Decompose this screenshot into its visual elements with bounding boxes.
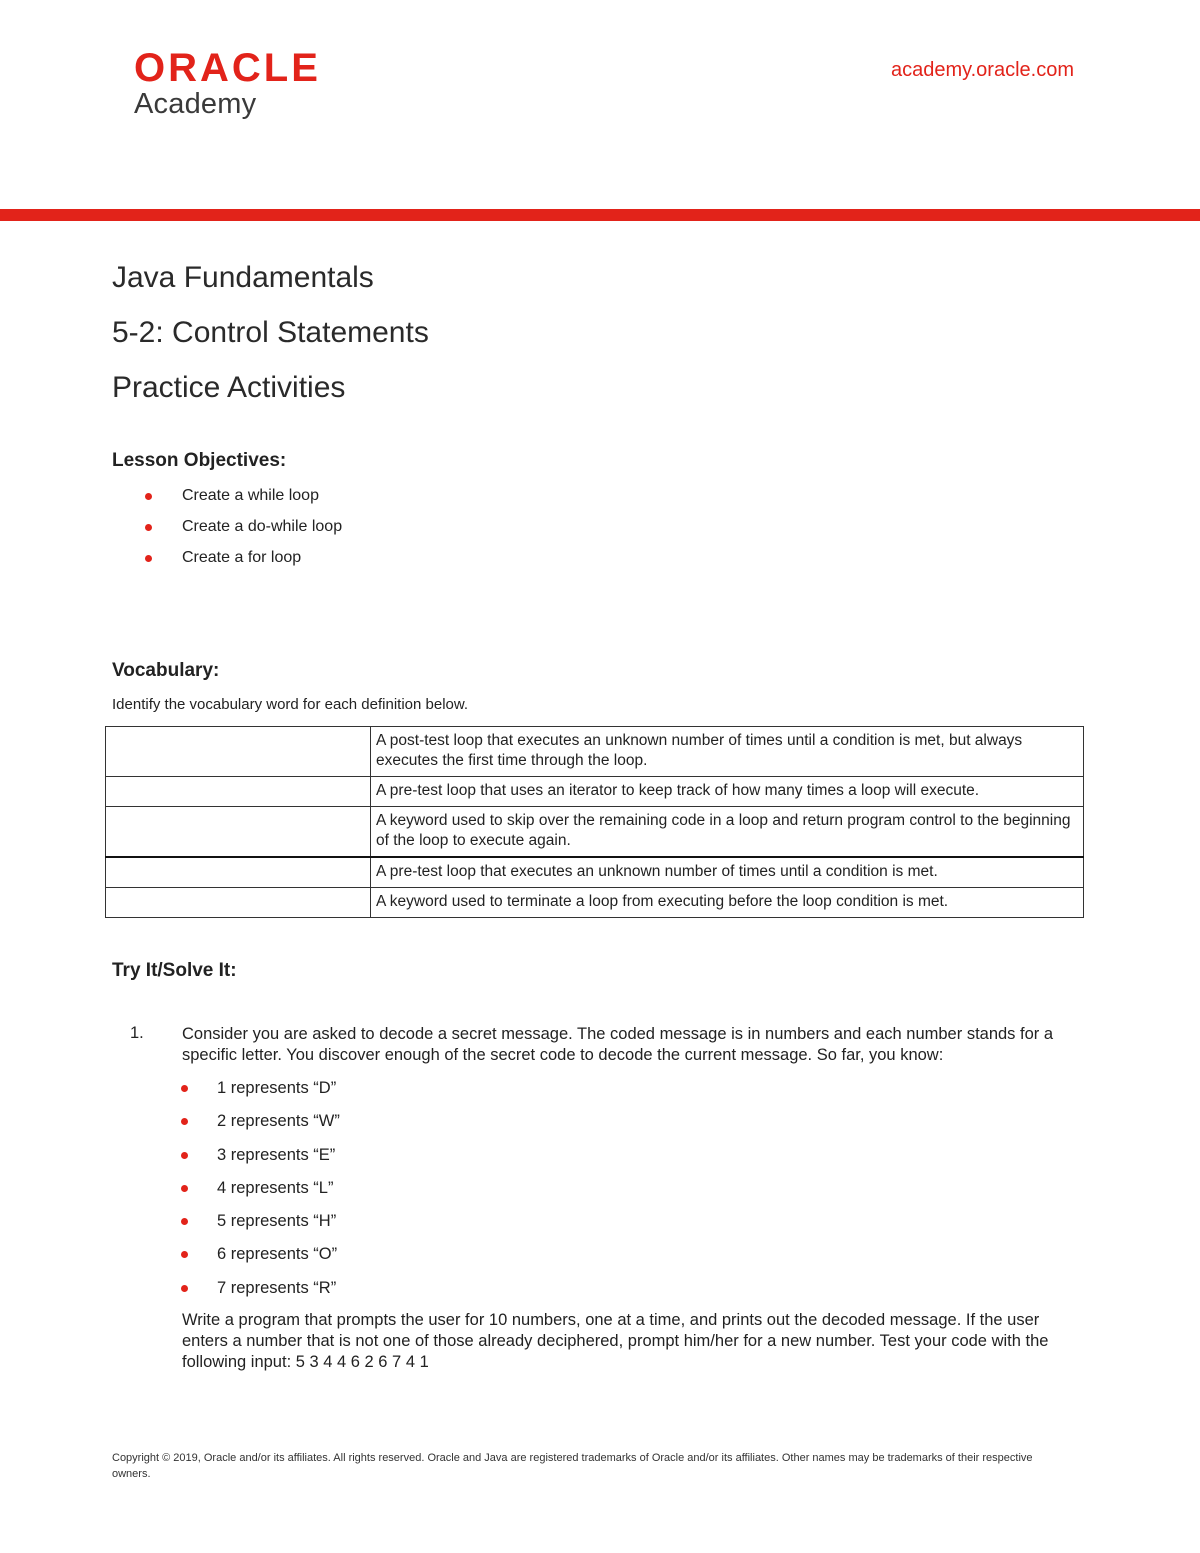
task-number: 1. xyxy=(130,1024,144,1042)
bullet-icon xyxy=(145,555,152,562)
academy-label: Academy xyxy=(134,88,257,120)
objective-text: Create a do-while loop xyxy=(182,518,343,535)
objectives-heading: Lesson Objectives: xyxy=(112,450,287,471)
code-text: 7 represents “R” xyxy=(217,1278,337,1297)
objectives-list xyxy=(182,485,342,578)
vocab-definition-cell: A pre-test loop that uses an iterator to keep track of how many times a loop will execute. xyxy=(371,777,1084,807)
academy-site-link[interactable]: academy.oracle.com xyxy=(890,59,1074,81)
bullet-icon xyxy=(181,1085,188,1092)
copyright-footer: Copyright © 2019, Oracle and/or its affiliates. All rights reserved. Oracle and Java are registered trademarks of Oracle and/or its affiliates. Other names may be trademarks of their respective owners. xyxy=(112,1452,1033,1480)
code-item xyxy=(217,1144,340,1177)
code-item xyxy=(217,1243,340,1276)
bullet-icon xyxy=(181,1185,188,1192)
oracle-academy-logo xyxy=(134,48,354,121)
objective-item xyxy=(182,547,342,578)
vocabulary-instruction: Identify the vocabulary word for each definition below. xyxy=(112,696,469,713)
code-text: 1 represents “D” xyxy=(217,1079,337,1097)
bullet-icon xyxy=(181,1285,188,1292)
table-row xyxy=(106,807,1084,858)
try-it-heading: Try It/Solve It: xyxy=(112,960,237,981)
objective-text: Create a for loop xyxy=(182,549,302,566)
vocab-word-cell[interactable] xyxy=(106,888,371,918)
vocab-word-cell[interactable] xyxy=(106,727,371,777)
table-row xyxy=(106,777,1084,807)
task-item xyxy=(130,1024,1085,1066)
objective-item xyxy=(182,516,342,547)
code-item xyxy=(217,1210,340,1243)
vocab-definition-cell: A pre-test loop that executes an unknown number of times until a condition is met. xyxy=(371,857,1084,888)
table-row xyxy=(106,727,1084,777)
vocabulary-heading: Vocabulary: xyxy=(112,660,220,681)
bullet-icon xyxy=(181,1251,188,1258)
code-text: 2 represents “W” xyxy=(217,1112,340,1131)
vocabulary-table xyxy=(105,726,1084,918)
code-text: 3 represents “E” xyxy=(217,1145,336,1164)
vocab-word-cell[interactable] xyxy=(106,857,371,888)
course-title: Java Fundamentals xyxy=(112,261,374,294)
bullet-icon xyxy=(181,1118,188,1125)
document-titles xyxy=(112,250,429,415)
code-item xyxy=(217,1110,340,1143)
objective-text: Create a while loop xyxy=(182,487,319,504)
bullet-icon xyxy=(145,493,152,500)
vocab-definition-cell: A post-test loop that executes an unknown number of times until a condition is met, but always executes the first time through the loop. xyxy=(371,727,1084,777)
vocab-definition-cell: A keyword used to skip over the remaining code in a loop and return program control to the beginning of the loop to execute again. xyxy=(371,807,1084,858)
bullet-icon xyxy=(181,1218,188,1225)
code-list xyxy=(217,1077,340,1310)
oracle-wordmark-text: ORACLE xyxy=(134,48,321,88)
task-question: Consider you are asked to decode a secret message. The coded message is in numbers and each number stands for a specific letter. You discover enough of the secret code to decode the current message. So far, you know: xyxy=(182,1025,1054,1064)
table-row xyxy=(106,888,1084,918)
objective-item xyxy=(182,485,342,516)
code-text: 4 represents “L” xyxy=(217,1178,334,1197)
oracle-wordmark-logo xyxy=(134,48,346,88)
bullet-icon xyxy=(145,524,152,531)
lesson-title: 5-2: Control Statements xyxy=(112,316,429,349)
vocab-definition-cell: A keyword used to terminate a loop from executing before the loop condition is met. xyxy=(371,888,1084,918)
task-instructions: Write a program that prompts the user for 10 numbers, one at a time, and prints out the decoded message. If the user enters a number that is not one of those already deciphered, prompt him/her for a new number. Test your code with the following input: 5 3 4 4 6 2 6 7 4 1 xyxy=(182,1311,1049,1371)
code-item xyxy=(217,1277,340,1310)
code-item xyxy=(217,1177,340,1210)
bullet-icon xyxy=(181,1152,188,1159)
activity-title: Practice Activities xyxy=(112,371,346,404)
code-item xyxy=(217,1077,340,1110)
header-divider-bar xyxy=(0,209,1200,221)
vocab-word-cell[interactable] xyxy=(106,807,371,858)
table-row xyxy=(106,857,1084,888)
vocab-word-cell[interactable] xyxy=(106,777,371,807)
code-text: 6 represents “O” xyxy=(217,1245,338,1264)
code-text: 5 represents “H” xyxy=(217,1212,337,1231)
